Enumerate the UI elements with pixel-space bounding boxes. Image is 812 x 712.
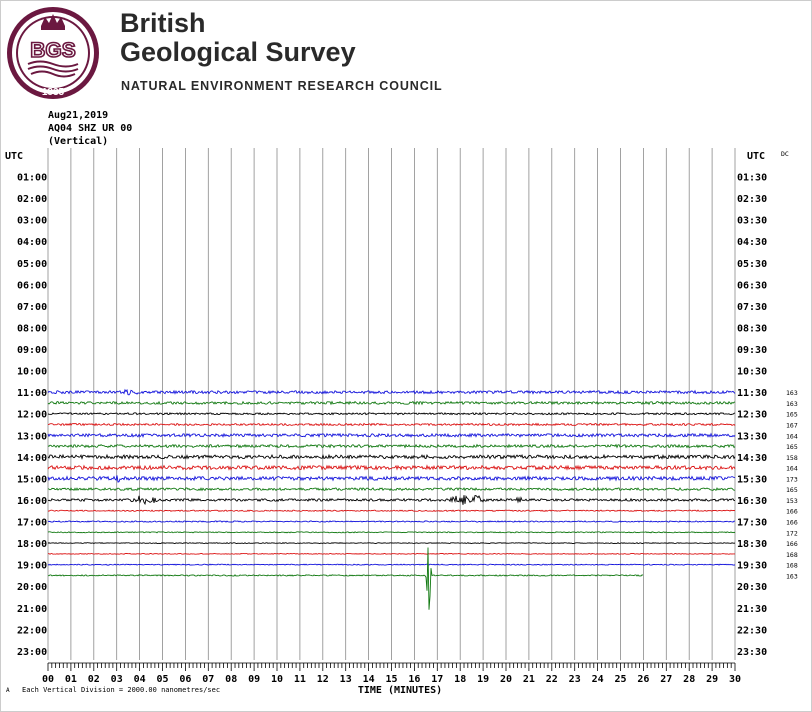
right-hour-label: 11:30 [737, 388, 768, 400]
left-hour-label: 19:00 [17, 560, 48, 572]
minute-grid [1, 1, 812, 712]
dc-value: 164 [786, 464, 798, 473]
x-tick-label: 13 [339, 674, 352, 685]
x-tick-label: 12 [316, 674, 329, 685]
x-tick-label: 00 [41, 674, 55, 685]
left-hour-label: 13:00 [17, 431, 48, 443]
right-hour-label: 01:30 [737, 172, 768, 184]
x-tick-label: 10 [270, 674, 284, 685]
left-hour-label: 01:00 [17, 172, 48, 184]
org-name-line2: Geological Survey [120, 37, 356, 67]
dc-value: 158 [786, 453, 798, 462]
right-hour-label: 18:30 [737, 539, 768, 551]
x-tick-label: 09 [248, 674, 261, 685]
org-name-line1: British [120, 8, 206, 38]
dc-value: 167 [786, 421, 798, 430]
dc-value: 166 [786, 540, 798, 549]
x-tick-label: 08 [225, 674, 238, 685]
trace-row-36 [48, 543, 735, 544]
scale-footnote: Each Vertical Division = 2000.00 nanometres/sec [22, 686, 221, 694]
x-tick-label: 07 [202, 674, 215, 685]
x-tick-label: 28 [683, 674, 696, 685]
x-tick-label: 20 [499, 674, 513, 685]
dc-value: 163 [786, 399, 798, 408]
x-tick-label: 27 [660, 674, 673, 685]
dc-label: DC [781, 150, 789, 158]
org-parent: NATURAL ENVIRONMENT RESEARCH COUNCIL [121, 79, 443, 93]
outer-border [1, 1, 812, 712]
dc-value: 165 [786, 410, 798, 419]
left-hour-label: 09:00 [17, 345, 48, 357]
right-hour-label: 12:30 [737, 409, 768, 421]
left-hour-label: 08:00 [17, 323, 48, 335]
x-axis-label: TIME (MINUTES) [357, 685, 443, 696]
dc-value: 168 [786, 550, 798, 559]
right-hour-label: 16:30 [737, 495, 768, 507]
x-tick-label: 17 [431, 674, 444, 685]
right-hour-label: 20:30 [737, 582, 768, 594]
x-ticks [6, 663, 741, 696]
x-tick-label: 05 [156, 674, 169, 685]
component-label: (Vertical) [48, 136, 109, 147]
left-hour-label: 14:00 [17, 452, 48, 464]
dc-value: 153 [786, 496, 798, 505]
right-hour-label: 22:30 [737, 625, 768, 637]
right-hour-label: 23:30 [737, 646, 768, 658]
left-hour-label: 06:00 [17, 280, 48, 292]
left-hour-label: 15:00 [17, 474, 48, 486]
dc-value: 172 [786, 529, 798, 538]
station-code: AQ04 SHZ UR 00 [48, 123, 133, 134]
x-tick-label: 04 [133, 674, 146, 685]
right-hour-label: 08:30 [737, 323, 768, 335]
x-tick-label: 22 [545, 674, 558, 685]
dc-value: 173 [786, 475, 798, 484]
dc-value: 165 [786, 486, 798, 495]
right-hour-label: 05:30 [737, 258, 768, 270]
right-hour-label: 09:30 [737, 345, 768, 357]
dc-value: 163 [786, 572, 798, 581]
x-tick-label: 21 [522, 674, 535, 685]
x-tick-label: 30 [728, 674, 742, 685]
left-hour-label: 02:00 [17, 194, 48, 206]
dc-value: 166 [786, 518, 798, 527]
right-hour-label: 14:30 [737, 452, 768, 464]
right-hour-label: 17:30 [737, 517, 768, 529]
x-tick-label: 18 [454, 674, 467, 685]
x-tick-label: 03 [110, 674, 123, 685]
x-tick-label: 15 [385, 674, 398, 685]
dc-value: 163 [786, 389, 798, 398]
left-hour-label: 05:00 [17, 258, 48, 270]
dc-value: 164 [786, 432, 798, 441]
dc-value: 165 [786, 443, 798, 452]
x-tick-label: 16 [408, 674, 421, 685]
x-tick-label: 01 [64, 674, 77, 685]
left-hour-label: 11:00 [17, 388, 48, 400]
left-hour-label: 20:00 [17, 582, 48, 594]
x-tick-label: 06 [179, 674, 192, 685]
x-tick-label: 26 [637, 674, 650, 685]
x-tick-label: 24 [591, 674, 604, 685]
right-axis-title: UTC [747, 151, 766, 162]
x-tick-label: 02 [87, 674, 100, 685]
trace-row-38 [48, 564, 735, 565]
left-hour-label: 22:00 [17, 625, 48, 637]
x-tick-label: 11 [293, 674, 306, 685]
right-hour-label: 10:30 [737, 366, 768, 378]
x-tick-label: 19 [477, 674, 490, 685]
left-hour-label: 18:00 [17, 539, 48, 551]
left-axis-title: UTC [5, 151, 24, 162]
dc-value: 166 [786, 507, 798, 516]
right-hour-label: 03:30 [737, 215, 768, 227]
trace-row-33 [48, 510, 735, 511]
right-hour-label: 04:30 [737, 237, 768, 249]
right-hour-label: 19:30 [737, 560, 768, 572]
corner-mark: A [6, 687, 10, 694]
dc-value: 168 [786, 561, 798, 570]
left-hour-label: 21:00 [17, 603, 48, 615]
trace-row-37 [48, 554, 735, 555]
x-tick-label: 14 [362, 674, 375, 685]
right-hour-label: 15:30 [737, 474, 768, 486]
logo-year: 1835 [41, 87, 65, 98]
right-hour-label: 06:30 [737, 280, 768, 292]
left-hour-label: 12:00 [17, 409, 48, 421]
left-hour-label: 23:00 [17, 646, 48, 658]
right-hour-label: 07:30 [737, 301, 768, 313]
left-hour-label: 16:00 [17, 495, 48, 507]
logo-text: BGS [30, 39, 76, 62]
left-hour-label: 07:00 [17, 301, 48, 313]
right-hour-label: 13:30 [737, 431, 768, 443]
right-hour-label: 21:30 [737, 603, 768, 615]
right-hour-label: 02:30 [737, 194, 768, 206]
x-tick-label: 29 [706, 674, 719, 685]
left-hour-label: 03:00 [17, 215, 48, 227]
x-tick-label: 23 [568, 674, 581, 685]
left-hour-label: 04:00 [17, 237, 48, 249]
left-hour-label: 17:00 [17, 517, 48, 529]
left-hour-label: 10:00 [17, 366, 48, 378]
record-date: Aug21,2019 [48, 110, 109, 121]
x-tick-label: 25 [614, 674, 627, 685]
